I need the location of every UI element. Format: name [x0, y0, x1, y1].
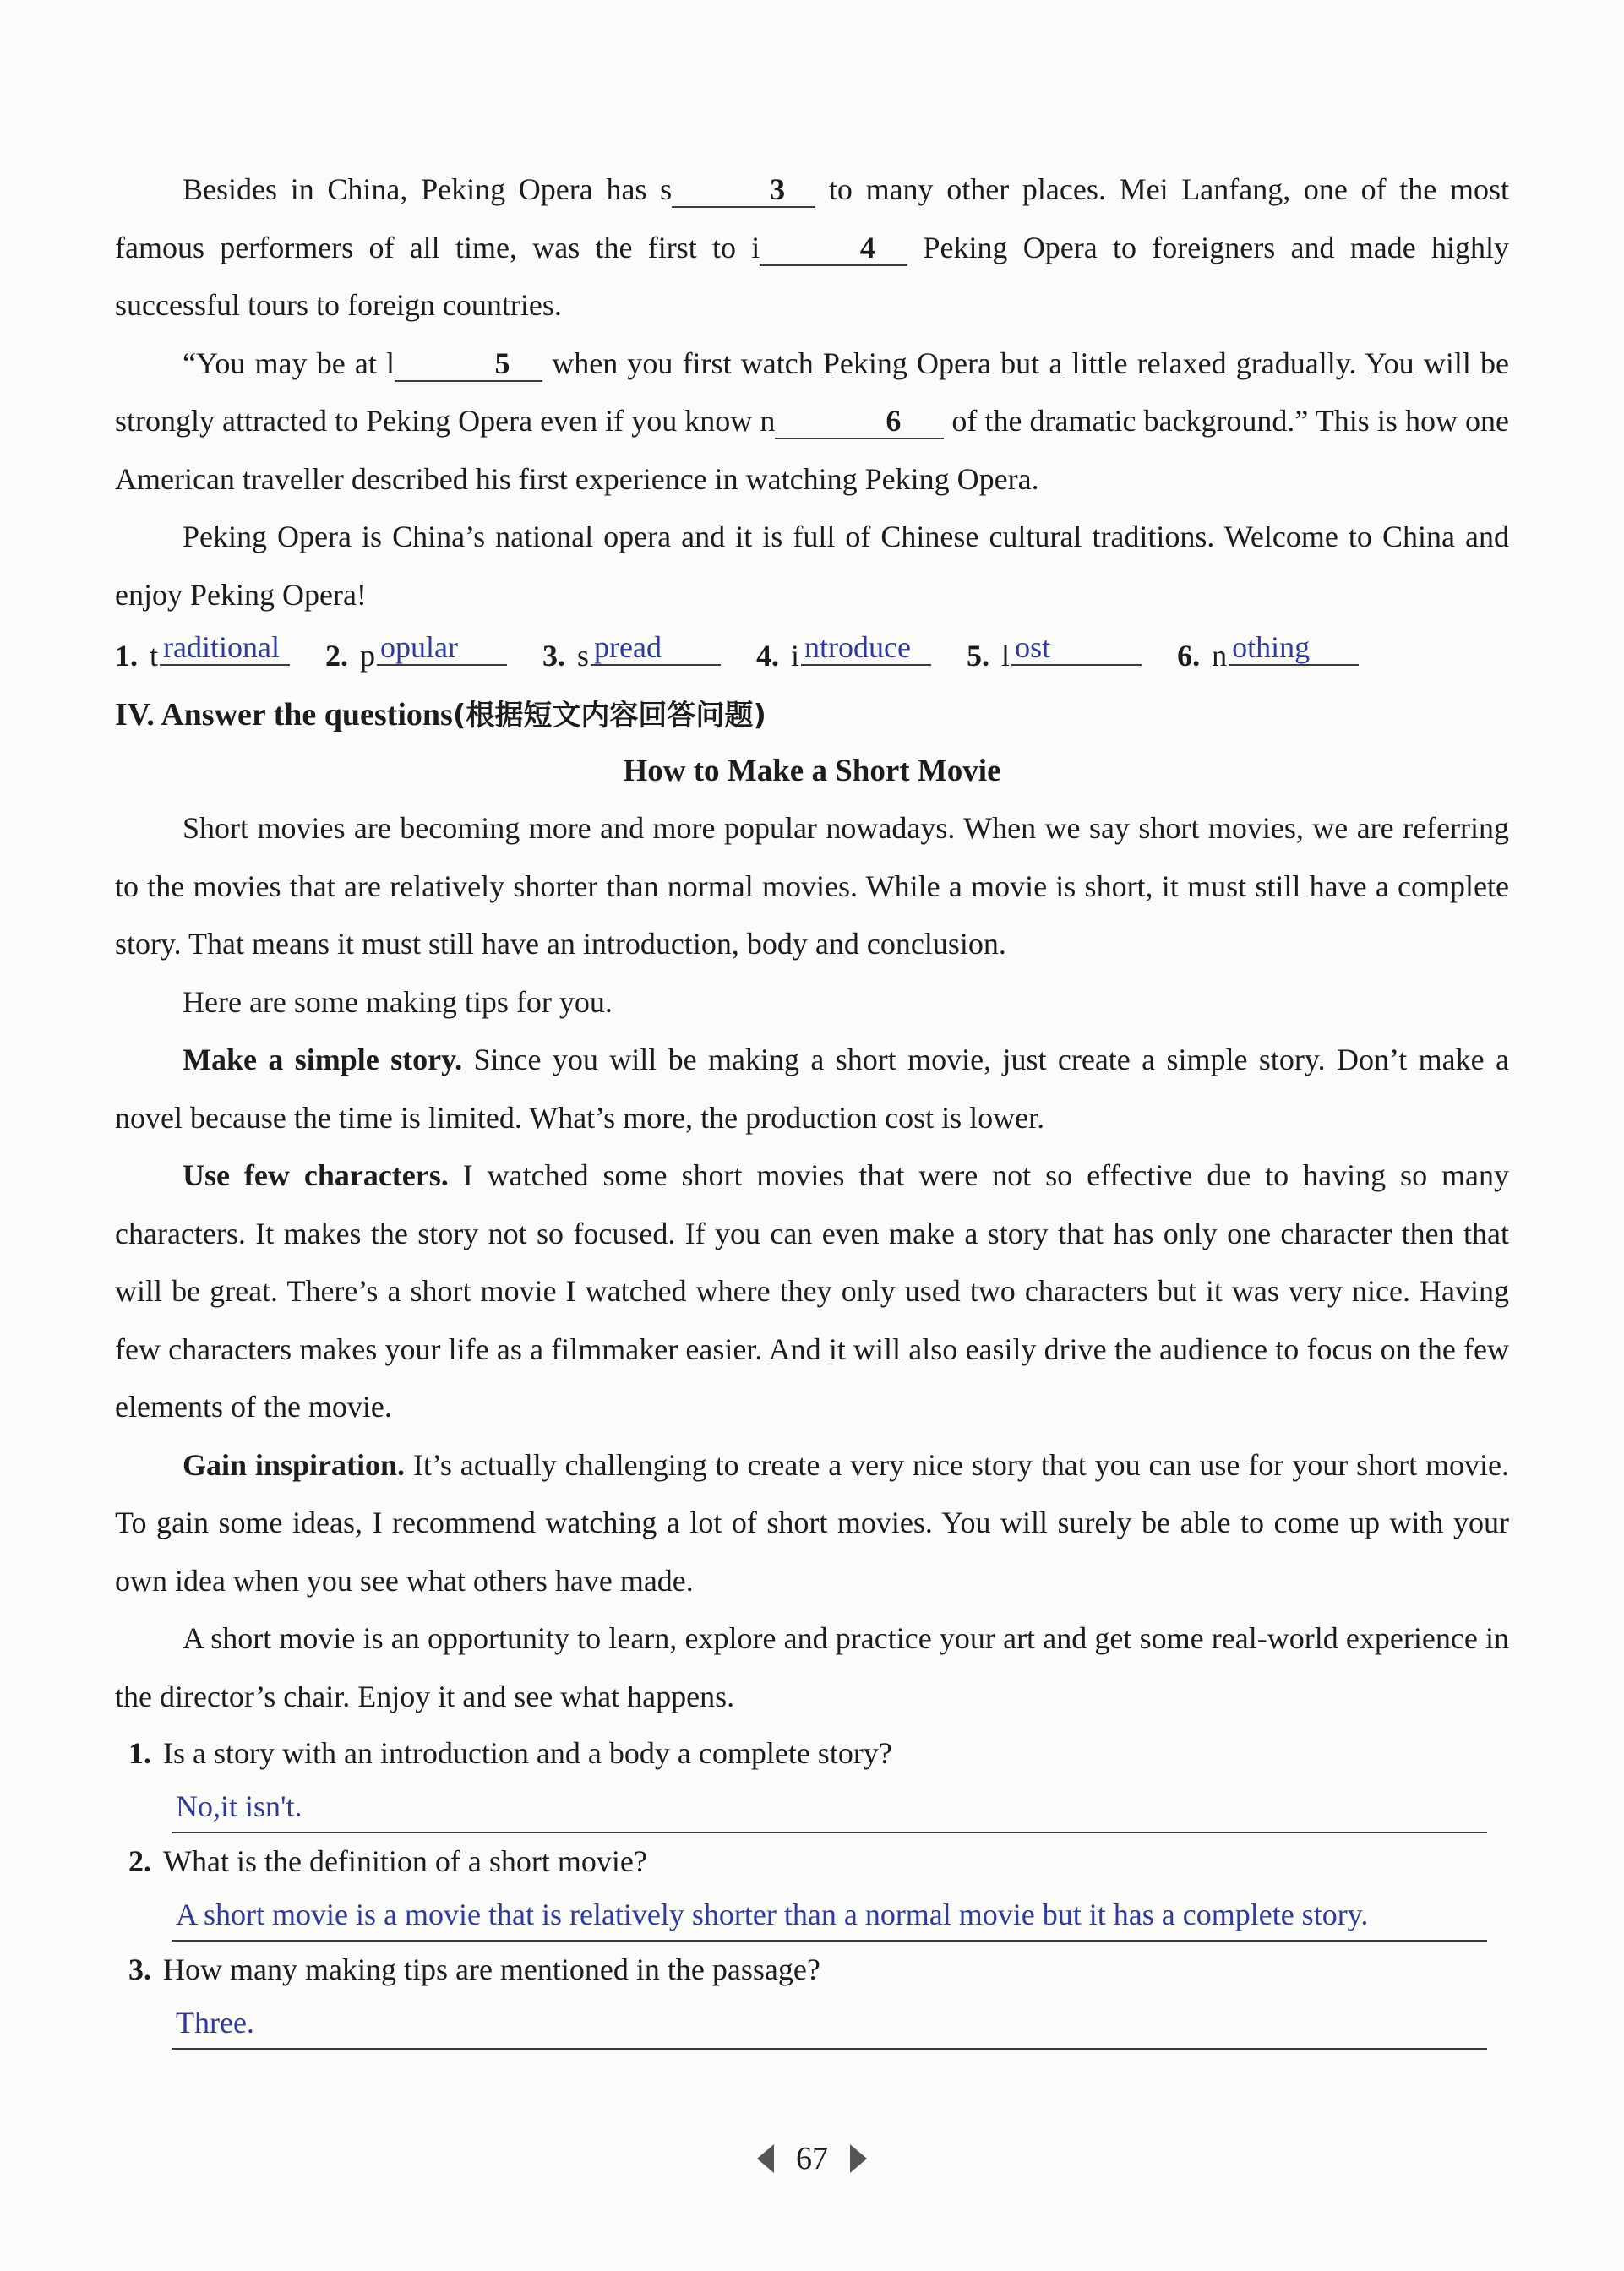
text: to many other places. Mei Lanfang, one of the most famous performers of all time, was the first to i	[115, 172, 1509, 264]
answer-first-letter: t	[150, 639, 159, 673]
answer-number: 3.	[542, 639, 566, 673]
answer-fill[interactable]: ntroduce	[801, 630, 931, 666]
blank-5: 5	[395, 346, 542, 382]
answer-3	[542, 627, 721, 685]
page-content	[115, 161, 1509, 2050]
question-text: How many making tips are mentioned in the passage?	[163, 1952, 820, 1986]
question-1	[128, 1725, 1509, 1833]
text: Since you will be making a short movie, just create a simple story. Don’t make a novel because the time is limited. What’s more, the production cost is lower.	[115, 1043, 1509, 1135]
text: I watched some short movies that were not so effective due to having so many characters. It makes the story not so focused. If you can even make a story that has only one character then that will be great. There’s a short movie I watched where they only used two characters but it was very nice. Having few characters makes your life as a filmmaker easier. And it will also easily drive the audience to focus on the few elements of the movie.	[115, 1158, 1509, 1424]
text: Besides in China, Peking Opera has s	[183, 172, 673, 206]
question-text: Is a story with an introduction and a body a complete story?	[163, 1736, 892, 1770]
text: Peking Opera to foreigners and made highly successful tours to foreign countries.	[115, 230, 1509, 322]
tip-heading: Gain inspiration.	[183, 1447, 405, 1482]
passage1-para2	[115, 335, 1509, 509]
answer-first-letter: p	[360, 639, 376, 673]
answer-number: 2.	[325, 639, 349, 673]
answer-fill[interactable]: pread	[591, 630, 721, 666]
answer-first-letter: l	[1001, 639, 1011, 673]
answer-line[interactable]: No,it isn't.	[172, 1781, 1487, 1833]
answer-fill[interactable]: ost	[1011, 630, 1142, 666]
passage2-para2: Here are some making tips for you.	[183, 984, 613, 1019]
tip-heading: Use few characters.	[183, 1158, 449, 1192]
question-number: 1.	[128, 1736, 151, 1770]
text: of the dramatic background.” This is how one American traveller described his first experience in watching Peking Opera.	[115, 404, 1509, 496]
question-number: 2.	[128, 1844, 151, 1878]
answer-first-letter: i	[791, 639, 800, 673]
answer-first-letter: s	[577, 639, 590, 673]
answer-6	[1177, 627, 1359, 685]
passage2-para1: Short movies are becoming more and more popular nowadays. When we say short movies, we are referring to the movies that are relatively shorter than normal movies. While a movie is short, it must still have a complete story. That means it must still have an introduction, body and conclusion.	[115, 811, 1509, 961]
answer-first-letter: n	[1212, 639, 1228, 673]
prev-page-icon[interactable]	[757, 2144, 774, 2173]
text: when you first watch Peking Opera but a little relaxed gradually. You will be strongly attracted to Peking Opera even if you know n	[115, 346, 1509, 438]
answer-4	[756, 627, 931, 685]
passage2-para5	[115, 1436, 1509, 1610]
answer-fill[interactable]: othing	[1229, 630, 1359, 666]
answer-number: 5.	[967, 639, 990, 673]
question-2	[128, 1833, 1509, 1942]
page-number: 67	[796, 2141, 828, 2177]
section-title-cn: (根据短文内容回答问题)	[452, 699, 766, 732]
passage2-para4	[115, 1146, 1509, 1436]
answer-1	[115, 627, 290, 685]
blank-3: 3	[672, 172, 815, 208]
answer-line[interactable]: Three.	[172, 1997, 1487, 2050]
passage2-para6: A short movie is an opportunity to learn, explore and practice your art and get some real-world experience in the director’s chair. Enjoy it and see what happens.	[115, 1621, 1509, 1713]
next-page-icon[interactable]	[850, 2144, 867, 2173]
question-text: What is the definition of a short movie?	[163, 1844, 647, 1878]
answer-5	[967, 627, 1142, 685]
answer-fill[interactable]: raditional	[160, 630, 290, 666]
answer-number: 4.	[756, 639, 780, 673]
section-title	[115, 686, 1509, 743]
section-title-en: IV. Answer the questions	[115, 697, 453, 732]
answer-number: 6.	[1177, 639, 1201, 673]
text: It’s actually challenging to create a very nice story that you can use for your short movie. To gain some ideas, I recommend watching a lot of short movies. You will surely be able to come up with your own idea when you see what others have made.	[115, 1447, 1509, 1598]
question-3	[128, 1942, 1509, 2050]
answer-line[interactable]: A short movie is a movie that is relatively shorter than a normal movie but it has a complete story.	[172, 1889, 1487, 1942]
tip-heading: Make a simple story.	[183, 1043, 463, 1076]
text: “You may be at l	[183, 346, 395, 380]
passage-title: How to Make a Short Movie	[623, 754, 1001, 788]
answer-2	[325, 627, 507, 685]
passage1-para1	[115, 161, 1509, 335]
answer-fill[interactable]: opular	[377, 630, 507, 666]
passage1-para3: Peking Opera is China’s national opera and it is full of Chinese cultural traditions. Welcome to China and enjoy Peking Opera!	[115, 520, 1509, 612]
passage2-para3	[115, 1031, 1509, 1146]
blank-4: 4	[760, 231, 907, 266]
page-footer	[0, 2138, 1624, 2177]
question-number: 3.	[128, 1952, 151, 1986]
answer-number: 1.	[115, 639, 138, 673]
blank-6: 6	[775, 404, 944, 439]
fill-in-answers	[115, 627, 1509, 684]
